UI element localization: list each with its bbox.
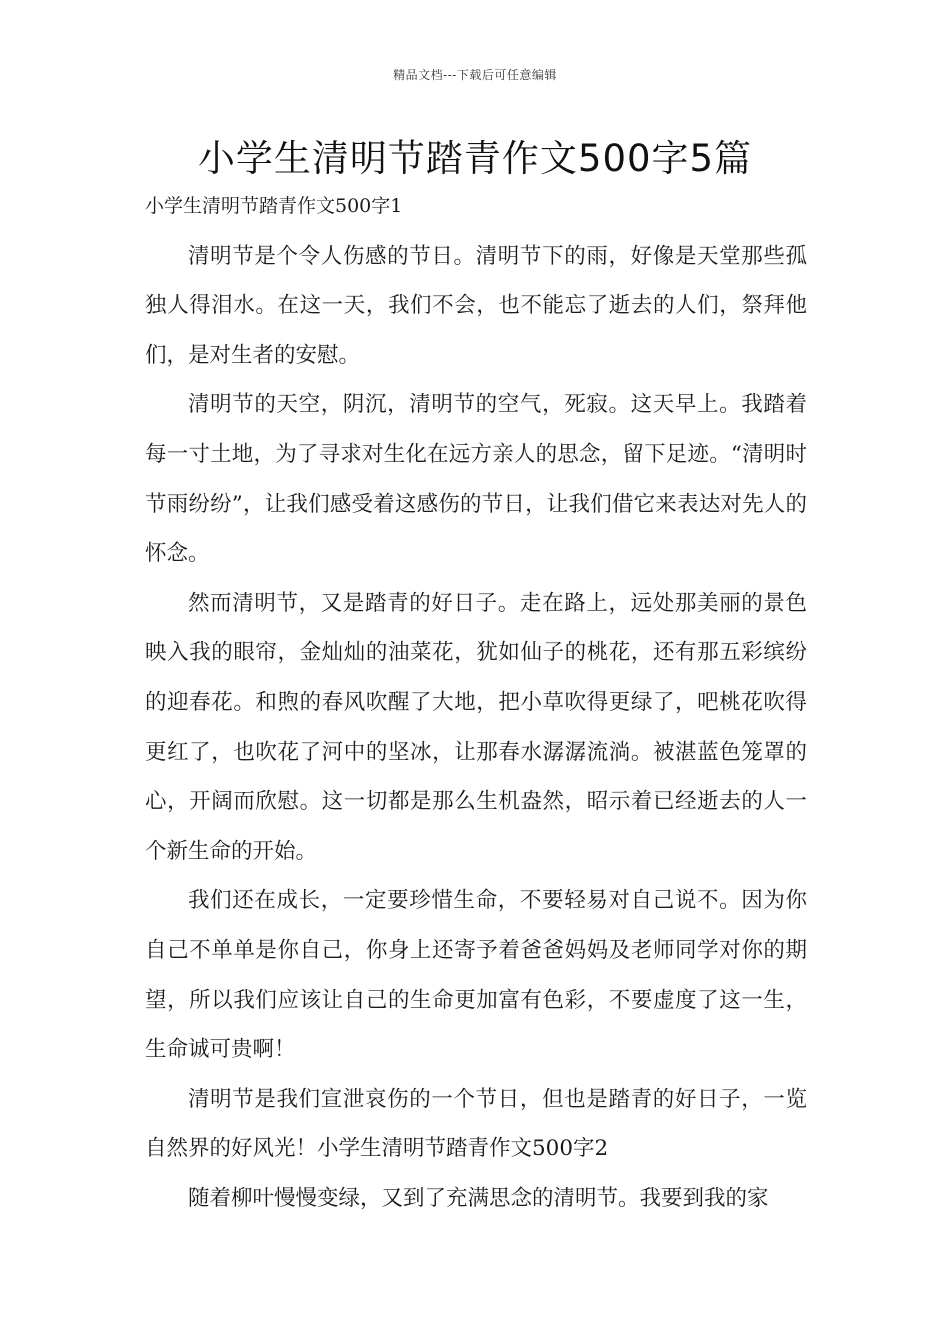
paragraph-1: 清明节是个令人伤感的节日。清明节下的雨，好像是天堂那些孤独人得泪水。在这一天，我们不会，也不能忘了逝去的人们，祭拜他们，是对生者的安慰。 [145, 243, 807, 368]
paragraph-4: 我们还在成长，一定要珍惜生命，不要轻易对自己说不。因为你自己不单单是你自己，你身上还寄予着爸爸妈妈及老师同学对你的期望，所以我们应该让自己的生命更加富有色彩，不要虚度了这一生，生命诚可贵啊！ [145, 888, 807, 1063]
section-subtitle: 小学生清明节踏青作文500字1 [145, 195, 403, 217]
document-title: 小学生清明节踏青作文500字5篇 [197, 137, 753, 180]
paragraph-6: 随着柳叶慢慢变绿，又到了充满思念的清明节。我要到我的家 [188, 1185, 769, 1211]
document-body [145, 182, 807, 1223]
paragraph-3: 然而清明节，又是踏青的好日子。走在路上，远处那美丽的景色映入我的眼帘，金灿灿的油菜花，犹如仙子的桃花，还有那五彩缤纷的迎春花。和煦的春风吹醒了大地，把小草吹得更绿了，吧桃花吹得更红了，也吹花了河中的坚冰，让那春水潺潺流淌。被湛蓝色笼罩的心，开阔而欣慰。这一切都是那么生机盎然，昭示着已经逝去的人一个新生命的开始。 [145, 590, 807, 864]
header-note: 精品文档---下载后可任意编辑 [393, 68, 557, 82]
paragraph-5: 清明节是我们宣泄哀伤的一个节日，但也是踏青的好日子，一览自然界的好风光！小学生清明节踏青作文500字2 [145, 1086, 807, 1162]
paragraph-2: 清明节的天空，阴沉，清明节的空气，死寂。这天早上。我踏着每一寸土地，为了寻求对生化在远方亲人的思念，留下足迹。“清明时节雨纷纷”，让我们感受着这感伤的节日，让我们借它来表达对先人的怀念。 [145, 392, 807, 567]
